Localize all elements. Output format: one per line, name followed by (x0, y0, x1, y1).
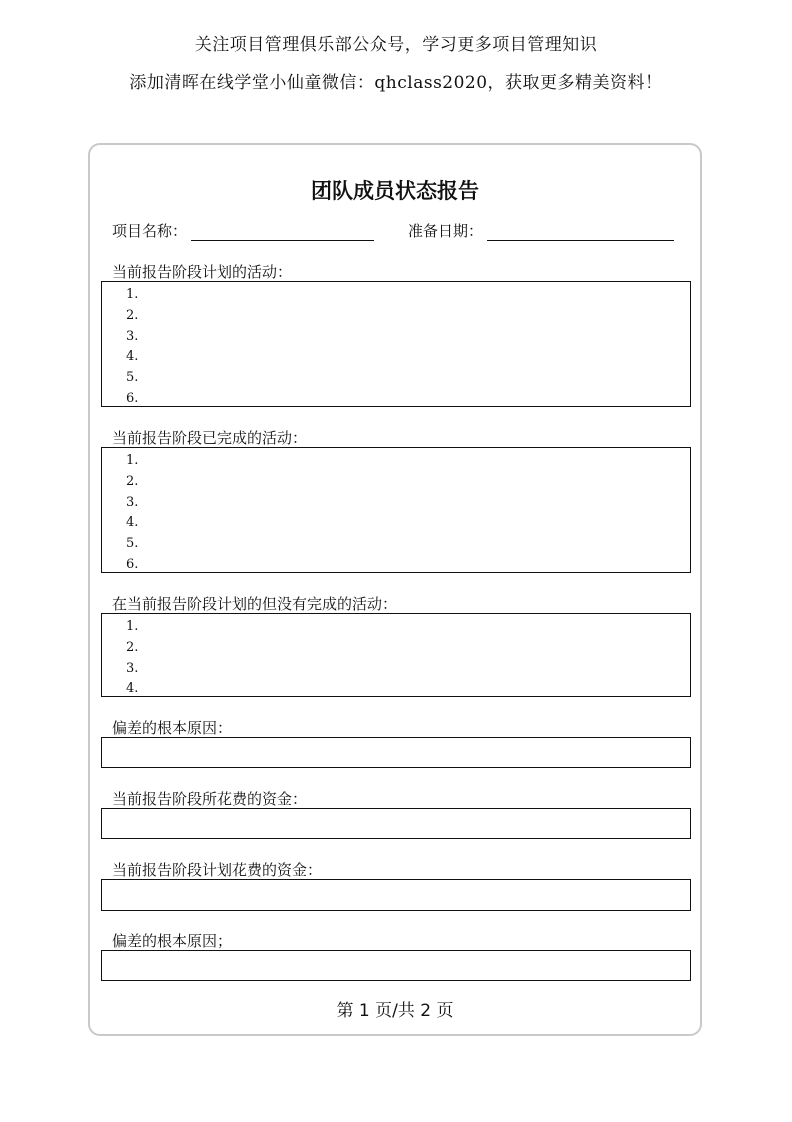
funds-planned-label: 当前报告阶段计划花费的资金： (112, 861, 323, 879)
report-form-card (88, 143, 702, 1036)
list-item: 4. (126, 349, 139, 365)
root-cause-field-2[interactable] (101, 950, 691, 981)
project-name-row (112, 220, 374, 241)
planned-activities-list (102, 282, 690, 410)
page-number: 第 1 页/共 2 页 (336, 1001, 454, 1021)
list-item: 3. (126, 660, 139, 676)
project-name-field[interactable] (191, 222, 374, 241)
planned-activities-box[interactable] (101, 281, 691, 407)
list-item: 5. (126, 370, 139, 386)
funds-spent-label: 当前报告阶段所花费的资金： (112, 790, 308, 808)
list-item: 3. (126, 494, 139, 510)
form-title: 团队成员状态报告 (311, 179, 479, 203)
incomplete-activities-box[interactable] (101, 613, 691, 697)
incomplete-activities-list (102, 614, 690, 700)
prep-date-label: 准备日期： (408, 222, 484, 240)
list-item: 5. (126, 536, 139, 552)
incomplete-activities-label: 在当前报告阶段计划的但没有完成的活动： (112, 595, 398, 613)
list-item: 4. (126, 681, 139, 697)
completed-activities-box[interactable] (101, 447, 691, 573)
list-item: 2. (126, 473, 139, 489)
root-cause-field-1[interactable] (101, 737, 691, 768)
list-item: 1. (126, 287, 139, 302)
prep-date-row (408, 220, 674, 241)
root-cause-label-1: 偏差的根本原因： (112, 719, 233, 737)
project-name-label: 项目名称： (112, 222, 188, 240)
completed-activities-label: 当前报告阶段已完成的活动： (112, 429, 308, 447)
list-item: 2. (126, 639, 139, 655)
funds-planned-field[interactable] (101, 879, 691, 911)
header-line-2: 添加清晖在线学堂小仙童微信：qhclass2020，获取更多精美资料！ (129, 73, 663, 93)
list-item: 1. (126, 619, 139, 634)
list-item: 6. (126, 390, 139, 406)
root-cause-label-2: 偏差的根本原因； (112, 932, 233, 950)
list-item: 2. (126, 307, 139, 323)
list-item: 4. (126, 515, 139, 531)
funds-spent-field[interactable] (101, 808, 691, 839)
list-item: 6. (126, 556, 139, 572)
list-item: 3. (126, 328, 139, 344)
list-item: 1. (126, 453, 139, 468)
header-line-1: 关注项目管理俱乐部公众号，学习更多项目管理知识 (194, 35, 598, 55)
planned-activities-label: 当前报告阶段计划的活动： (112, 263, 293, 281)
completed-activities-list (102, 448, 690, 576)
prep-date-field[interactable] (487, 222, 674, 241)
